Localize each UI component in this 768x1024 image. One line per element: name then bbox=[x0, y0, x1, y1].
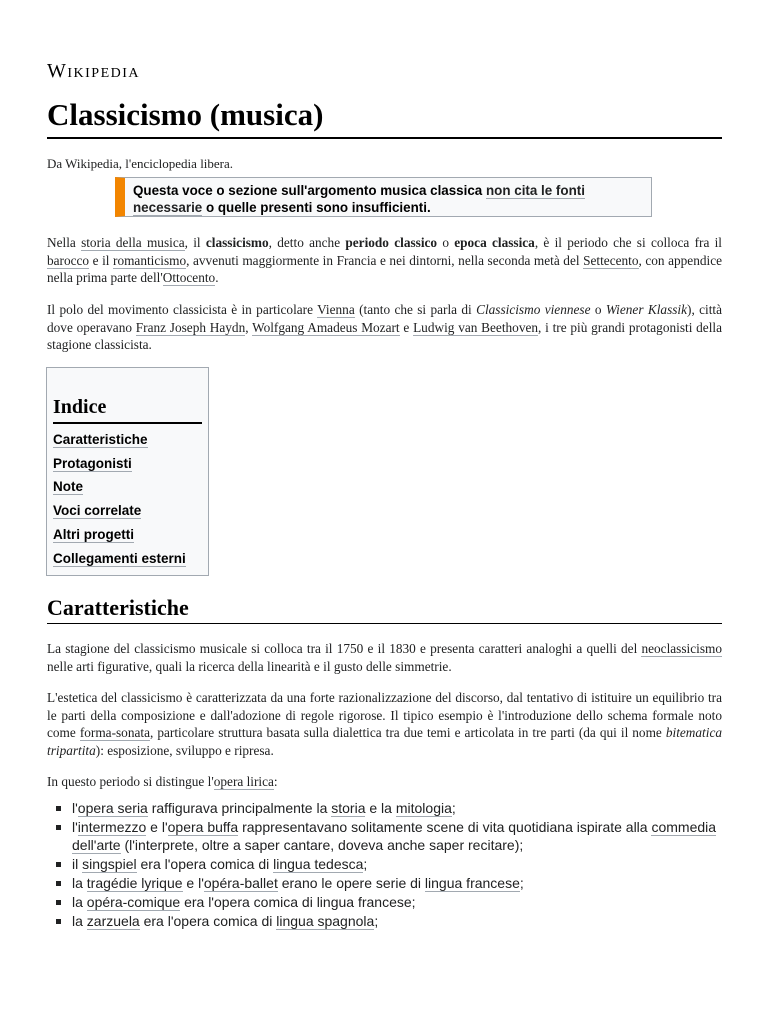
list-item bbox=[55, 818, 720, 854]
text: e la bbox=[365, 800, 396, 816]
link-forma-sonata[interactable]: forma-sonata bbox=[79, 725, 150, 740]
link-lingua-tedesca[interactable]: lingua tedesca bbox=[273, 856, 364, 872]
toc-item-label[interactable]: Caratteristiche bbox=[53, 432, 148, 447]
opera-genres-list bbox=[55, 799, 720, 931]
bold-term: epoca classica bbox=[454, 235, 535, 250]
page-title: Classicismo (musica) bbox=[47, 95, 722, 139]
text: l' bbox=[72, 800, 78, 816]
text: : bbox=[273, 774, 278, 789]
text: era l'opera comica di bbox=[136, 856, 274, 872]
toc-list bbox=[53, 428, 202, 570]
site-tagline: Da Wikipedia, l'enciclopedia libera. bbox=[47, 156, 234, 171]
section-paragraph-1 bbox=[47, 640, 722, 675]
text: , bbox=[245, 319, 253, 335]
text: ): esposizione, sviluppo e ripresa. bbox=[95, 742, 274, 758]
text: era l'opera comica di lingua francese; bbox=[180, 894, 416, 910]
link-lingua-spagnola[interactable]: lingua spagnola bbox=[276, 913, 375, 929]
text: o bbox=[437, 235, 455, 250]
bold-term: classicismo bbox=[205, 235, 269, 250]
text: erano le opere serie di bbox=[277, 875, 425, 891]
text: ; bbox=[519, 875, 524, 891]
link-opera-seria[interactable]: opera seria bbox=[77, 800, 148, 816]
notice-text: Questa voce o sezione sull'argomento musica classica bbox=[133, 183, 483, 198]
link-zarzuela[interactable]: zarzuela bbox=[86, 913, 140, 929]
link-settecento[interactable]: Settecento bbox=[583, 252, 639, 268]
text: rappresentavano solitamente scene di vita quotidiana ispirate alla bbox=[238, 819, 652, 835]
text: e l' bbox=[182, 875, 204, 891]
toc-item-label[interactable]: Altri progetti bbox=[53, 526, 134, 542]
text: (tanto che si parla di bbox=[354, 302, 477, 317]
link-singspiel[interactable]: singspiel bbox=[82, 856, 137, 872]
link-neoclassicismo[interactable]: neoclassicismo bbox=[641, 641, 722, 656]
list-item bbox=[55, 874, 720, 892]
text: e il bbox=[89, 252, 114, 268]
bold-term: periodo classico bbox=[345, 235, 438, 250]
toc-item-note[interactable] bbox=[53, 475, 202, 499]
text: , il bbox=[184, 235, 206, 250]
link-tragedie-lyrique[interactable]: tragédie lyrique bbox=[86, 875, 183, 891]
toc-item-label[interactable]: Note bbox=[53, 479, 83, 495]
text: era l'opera comica di bbox=[139, 913, 277, 929]
section-heading-caratteristiche: Caratteristiche bbox=[47, 593, 722, 624]
text: ; bbox=[451, 800, 456, 816]
toc-title: Indice bbox=[53, 394, 202, 424]
wikipedia-logo[interactable]: Wikipedia bbox=[47, 60, 141, 82]
text: . bbox=[215, 270, 219, 285]
section-paragraph-3 bbox=[47, 773, 722, 791]
text: , i tre più grandi protagonisti della stagione classicista. bbox=[47, 319, 722, 352]
link-mozart[interactable]: Wolfgang Amadeus Mozart bbox=[252, 319, 400, 335]
link-intermezzo[interactable]: intermezzo bbox=[77, 819, 147, 835]
citation-notice-box bbox=[115, 177, 652, 217]
notice-text-end: o quelle presenti sono insufficienti bbox=[202, 200, 427, 215]
text: Nella bbox=[47, 235, 82, 250]
link-storia[interactable]: storia bbox=[331, 800, 366, 816]
intro-paragraph-1 bbox=[47, 234, 722, 287]
list-item bbox=[55, 799, 720, 817]
link-vienna[interactable]: Vienna bbox=[317, 302, 355, 317]
text: , avvenuti maggiormente in Francia e nei dintorni, nella seconda metà del bbox=[186, 252, 584, 268]
toc-item-label[interactable]: Voci correlate bbox=[53, 503, 142, 519]
italic-term: Wiener Klassik bbox=[605, 302, 688, 317]
text: o bbox=[590, 302, 606, 317]
link-beethoven[interactable]: Ludwig van Beethoven bbox=[413, 319, 539, 335]
intro-paragraph-2 bbox=[47, 301, 722, 354]
text: ), città dove operavano bbox=[47, 302, 723, 335]
text: L'estetica del classicismo è caratterizzata da una forte razionalizzazione del discorso, dal tentativo di istituire un equilibrio tra le parti della composizione e dall'adozione di regole rigorose. Il tipico esempio è l'introduzione dello schema formale noto come bbox=[47, 690, 722, 740]
text: l' bbox=[72, 819, 78, 835]
text: la bbox=[72, 875, 87, 891]
text: , con appendice nella prima parte dell' bbox=[47, 252, 723, 285]
notice-link-citations[interactable]: non cita le fonti necessarie bbox=[133, 183, 585, 215]
italic-term: bitematica tripartita bbox=[47, 725, 722, 758]
link-opera-comique[interactable]: opéra-comique bbox=[86, 894, 181, 910]
link-commedia-dell-arte[interactable]: commedia dell'arte bbox=[72, 819, 717, 853]
text: , detto anche bbox=[268, 235, 346, 250]
text: (l'interprete, oltre a saper cantare, doveva anche saper recitare); bbox=[120, 837, 524, 853]
text: nelle arti figurative, quali la ricerca della linearità e il gusto delle simmetrie. bbox=[47, 658, 452, 674]
link-romanticismo[interactable]: romanticismo bbox=[113, 252, 187, 268]
link-haydn[interactable]: Franz Joseph Haydn bbox=[135, 319, 246, 335]
link-opera-ballet[interactable]: opéra-ballet bbox=[203, 875, 278, 891]
link-barocco[interactable]: barocco bbox=[47, 252, 90, 268]
link-ottocento[interactable]: Ottocento bbox=[162, 270, 216, 285]
section-paragraph-2 bbox=[47, 689, 722, 759]
text: Il polo del movimento classicista è in particolare bbox=[47, 302, 318, 317]
list-item bbox=[55, 912, 720, 930]
text: La stagione del classicismo musicale si colloca tra il 1750 e il 1830 e presenta caratteri analoghi a quelli del bbox=[47, 641, 642, 656]
text: la bbox=[72, 894, 87, 910]
toc-item-label[interactable]: Collegamenti esterni bbox=[53, 550, 186, 566]
toc-item-voci-correlate[interactable] bbox=[53, 499, 202, 523]
text: , è il periodo che si colloca fra il bbox=[534, 235, 722, 250]
text: raffigurava principalmente la bbox=[147, 800, 332, 816]
text: In questo periodo si distingue l' bbox=[47, 774, 214, 789]
text: il bbox=[72, 856, 83, 872]
text: e l' bbox=[146, 819, 168, 835]
text: ; bbox=[363, 856, 368, 872]
link-opera-buffa[interactable]: opera buffa bbox=[167, 819, 239, 835]
notice-period: . bbox=[426, 200, 431, 215]
toc-item-label[interactable]: Protagonisti bbox=[53, 455, 132, 471]
toc-item-collegamenti-esterni[interactable] bbox=[53, 547, 202, 571]
link-mitologia[interactable]: mitologia bbox=[395, 800, 452, 816]
list-item bbox=[55, 855, 720, 873]
text: la bbox=[72, 913, 87, 929]
text: , particolare struttura basata sulla dialettica tra due temi e articolata in tre parti (da qui il nome bbox=[149, 725, 666, 740]
table-of-contents bbox=[46, 367, 209, 576]
text: e bbox=[399, 319, 414, 335]
link-lingua-francese[interactable]: lingua francese bbox=[424, 875, 520, 891]
text: ; bbox=[374, 913, 379, 929]
link-storia-della-musica[interactable]: storia della musica bbox=[81, 235, 185, 250]
toc-item-caratteristiche[interactable] bbox=[53, 428, 202, 452]
toc-item-altri-progetti[interactable] bbox=[53, 523, 202, 547]
italic-term: Classicismo viennese bbox=[476, 302, 591, 317]
list-item bbox=[55, 893, 720, 911]
toc-item-protagonisti[interactable] bbox=[53, 452, 202, 476]
link-opera-lirica[interactable]: opera lirica bbox=[213, 774, 274, 789]
